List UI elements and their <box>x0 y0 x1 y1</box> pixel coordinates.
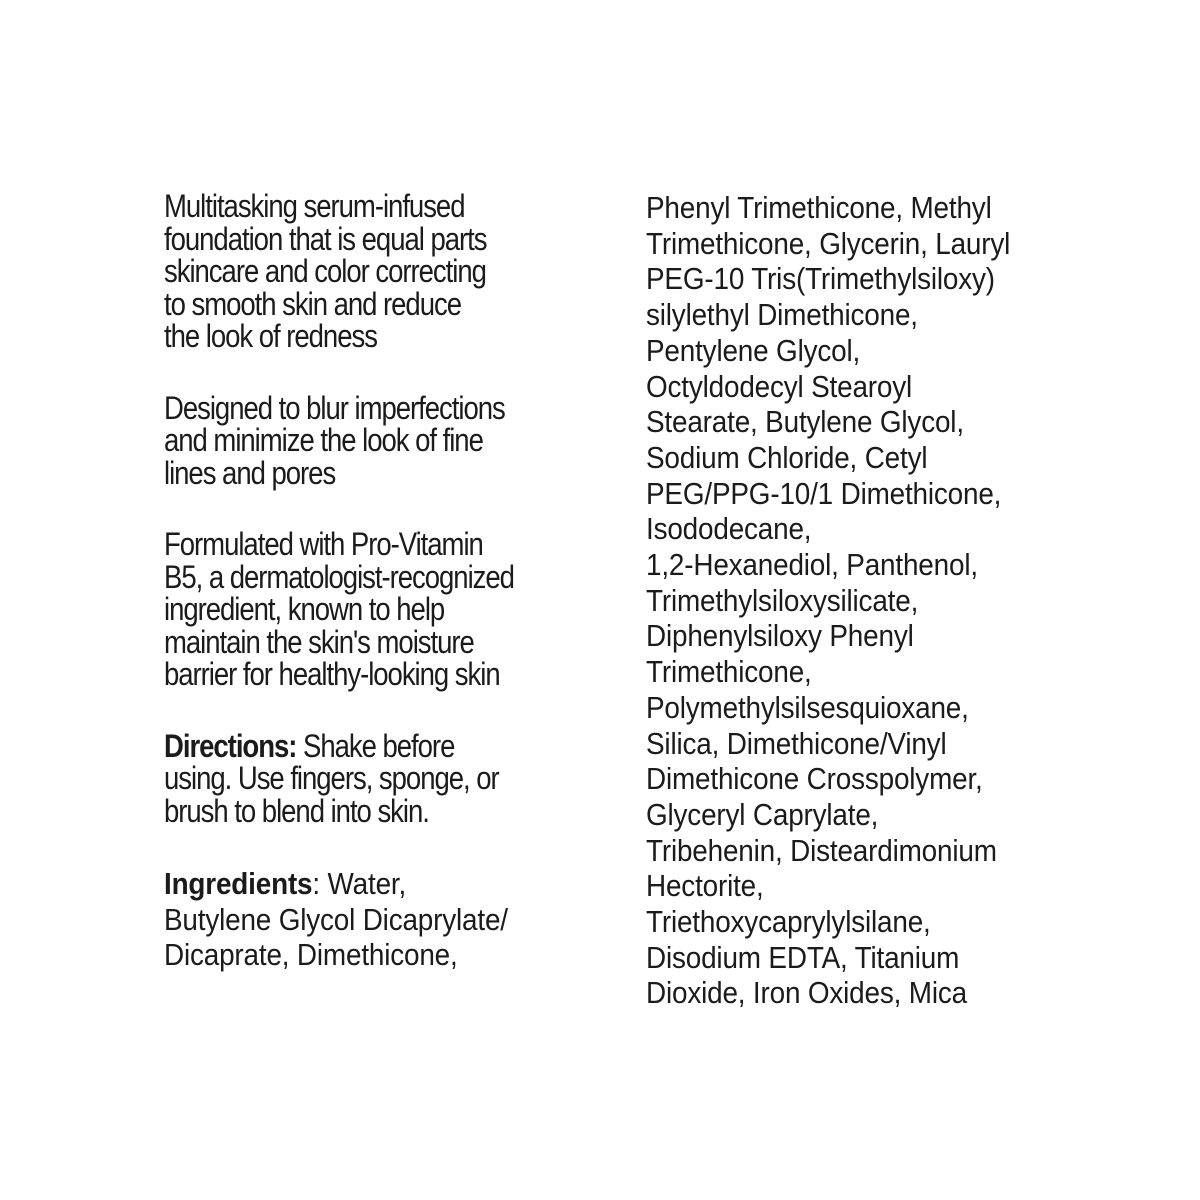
text-line: lines and pores <box>164 454 336 491</box>
text-line <box>164 727 611 764</box>
text-line: to smooth skin and reduce <box>164 285 461 322</box>
ingredients-paragraph <box>164 866 614 973</box>
ingredient-line: Trimethylsiloxysilicate, <box>646 582 919 618</box>
text-line: and minimize the look of fine <box>164 422 483 458</box>
ingredients-list <box>646 190 1096 1011</box>
ingredient-line: Isododecane, <box>646 511 812 547</box>
ingredient-line: Triethoxycaprylylsilane, <box>646 904 931 940</box>
ingredient-line: silylethyl Dimethicone, <box>646 297 918 333</box>
ingredient-line: PEG/PPG-10/1 Dimethicone, <box>646 475 1002 511</box>
ingredients-text: : Water, <box>312 866 407 901</box>
ingredients-list-column <box>646 190 1086 1011</box>
ingredients-label: Ingredients <box>164 866 313 901</box>
product-description-column <box>164 190 594 973</box>
ingredient-line: Trimethicone, Glycerin, Lauryl <box>646 225 1011 261</box>
text-line: barrier for healthy-looking skin <box>164 656 500 692</box>
ingredient-line: Sodium Chloride, Cetyl <box>646 439 928 475</box>
directions-paragraph <box>164 727 611 829</box>
ingredient-line: Pentylene Glycol, <box>646 332 861 368</box>
ingredient-line: Tribehenin, Disteardimonium <box>646 832 997 868</box>
text-line: brush to blend into skin. <box>164 792 429 829</box>
text-line: skincare and color correcting <box>164 253 486 289</box>
text-line: maintain the skin's moisture <box>164 623 474 660</box>
text-line: Multitasking serum-infused <box>164 188 465 224</box>
description-paragraph-blur <box>164 389 611 491</box>
text-line: Dicaprate, Dimethicone, <box>164 937 458 973</box>
text-line: using. Use fingers, sponge, or <box>164 760 499 796</box>
ingredient-line: Dioxide, Iron Oxides, Mica <box>646 975 967 1011</box>
ingredient-line: Polymethylsilsesquioxane, <box>646 689 969 725</box>
text-line: the look of redness <box>164 318 377 354</box>
text-line <box>164 866 614 902</box>
text-line: B5, a dermatologist-recognized <box>164 558 514 595</box>
description-paragraph-vitamin <box>164 528 611 691</box>
ingredient-line: Diphenylsiloxy Phenyl <box>646 618 914 654</box>
ingredient-line: Stearate, Butylene Glycol, <box>646 404 964 440</box>
ingredient-line: Phenyl Trimethicone, Methyl <box>646 190 992 225</box>
directions-label: Directions: <box>164 727 297 764</box>
text-line: Formulated with Pro-Vitamin <box>164 526 483 562</box>
text-line: ingredient, known to help <box>164 591 445 627</box>
text-line: Designed to blur imperfections <box>164 389 505 426</box>
ingredient-line: Hectorite, <box>646 868 764 904</box>
directions-text: Shake before <box>296 727 455 764</box>
text-line: foundation that is equal parts <box>164 220 487 257</box>
description-paragraph-benefits <box>164 190 611 353</box>
ingredient-line: 1,2-Hexanediol, Panthenol, <box>646 547 978 583</box>
ingredient-line: Disodium EDTA, Titanium <box>646 939 960 975</box>
ingredient-line: Trimethicone, <box>646 654 812 690</box>
ingredient-line: PEG-10 Tris(Trimethylsiloxy) <box>646 261 995 297</box>
ingredient-line: Silica, Dimethicone/Vinyl <box>646 725 947 761</box>
ingredient-line: Octyldodecyl Stearoyl <box>646 368 913 404</box>
text-line: Butylene Glycol Dicaprylate/ <box>164 901 508 937</box>
ingredient-line: Dimethicone Crosspolymer, <box>646 761 983 797</box>
ingredient-line: Glyceryl Caprylate, <box>646 796 879 832</box>
